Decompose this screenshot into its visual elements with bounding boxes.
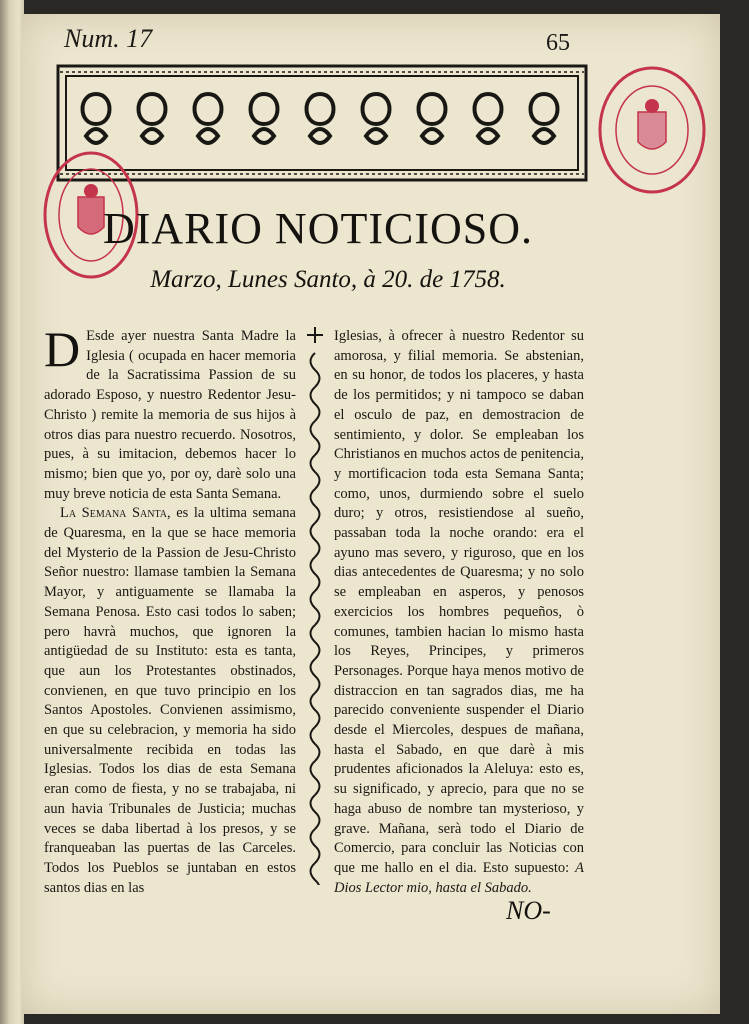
chain-link [311, 863, 320, 885]
ornament-motif [195, 94, 222, 143]
book-gutter [0, 0, 24, 1024]
catchword: NO- [506, 896, 551, 925]
semana-santa-heading: La Semana Santa [60, 505, 167, 522]
chain-link [311, 421, 320, 455]
dateline: Marzo, Lunes Santo, à 20. de 1758. [150, 266, 506, 293]
paragraph-intro [44, 321, 296, 504]
page-number: 65 [546, 30, 570, 56]
paragraph-intro-text: Esde ayer nuestra Santa Madre la Iglesia ( ocupada en hacer memoria de la Sacratissima Passion de su adorado Esposo, y nuestro Redentor Jesu-Christo ) remite la memoria de sus hijos à otros dias para nuestro recuerdo. Nosotros, pues, à su imitacion, debemos hacer lo mismo; bien que yo, por oy, darè solo una muy breve noticia de esta Santa Semana. [44, 328, 296, 502]
chain-link [311, 455, 320, 489]
chain-link [311, 829, 320, 863]
right-column [334, 327, 584, 898]
chain-link [311, 693, 320, 727]
ornament-motif [139, 94, 166, 143]
issue-number: Num. 17 [64, 24, 153, 53]
paragraph-continuation-text: Iglesias, à ofrecer à nuestro Redentor su amorosa, y filial memoria. Se abstenian, en su honor, de todos los placeres, y hasta de los permitidos; y ni tampoco se daban el osculo de paz, en demostracion de sentimiento, y dolor. Se empleaban los Christianos en muchos actos de penitencia, y mortificacion toda esta Semana Santa; como, unos, durmiendo sobre el suelo duro; y otros, resistiendose al sueño, passaban toda la noche orando: era el ayuno mas severo, y rigurosо, que en los dias antecedentes de Quaresma; y no solo se empleaban en asperos, y penosos exercicios los hombres pequeños, ò comunes, tambien hacian lo mismo hasta los Reyes, Principes, y primeros Personages. Porque haya menos motivo de distraccion en tan sagrados dias, me ha parecido conveniente suspender el Diario desde el Miercoles, despues de mañana, hasta el Sabado, en que darè à mis prudentes aficionados la Aleluya: esto es, su significado, y aprecio, para que no se haga abuso de nombre tan mysterioso, y grave. Mañana, serà todo el Diario de Comercio, para concluir las Noticias con que me hallo en el dia. Esto supuesto: [334, 328, 584, 876]
newspaper-title: DIARIO NOTICIOSO. [102, 204, 534, 253]
chain-link [311, 795, 320, 829]
chain-link [311, 557, 320, 591]
closing-salutation: A Dios Lector mio, hasta el Sabado. [334, 859, 584, 896]
paragraph-semana-santa-text: , es la ultima semana de Quaresma, en la que se hace memoria del Mysterio de la Passion de Jesu-Christo Señor nuestro: llamase tambien la Semana Mayor, y antiguamente se llamaba la Semana Penosa. Esto casi todos lo saben; pero havrà muchos, que ignoren la antigüedad de su Instituto: esta es tanta, que aun los Protestantes obstinados, convienen, en que tuvo principio en los Santos Apostoles. Convienen assimismo, en que su celebracion, y memoria ha sido universalmente recibida en todas las Iglesias. Todos los dias de esta Semana eran como de fiesta, y no se trabajaba, ni aun havia Tribunales de Justicia; muchas veces se daba libertad à los presos, y se franqueaban las puertas de las Carceles. Todos los Pueblos se juntaban en estos santos dias en las [44, 505, 296, 896]
column-divider-ornament [300, 325, 330, 885]
left-column [44, 321, 296, 898]
library-stamp-right [594, 60, 710, 200]
paragraph-continuation [334, 327, 584, 898]
ornament-motif [83, 94, 110, 143]
chain-link [311, 659, 320, 693]
ornament-motif [307, 94, 334, 143]
ornament-motif [475, 94, 502, 143]
chain-link [311, 591, 320, 625]
chain-link [311, 387, 320, 421]
chain-link [311, 761, 320, 795]
ornament-motif [363, 94, 390, 143]
chain-link [311, 625, 320, 659]
chain-link [311, 489, 320, 523]
chain-link [311, 523, 320, 557]
ornament-motif [531, 94, 558, 143]
ornament-motif [419, 94, 446, 143]
chain-link [311, 353, 320, 387]
drop-cap: D [44, 321, 81, 377]
ornament-motif [251, 94, 278, 143]
paragraph-semana-santa [44, 504, 296, 898]
chain-link [311, 727, 320, 761]
